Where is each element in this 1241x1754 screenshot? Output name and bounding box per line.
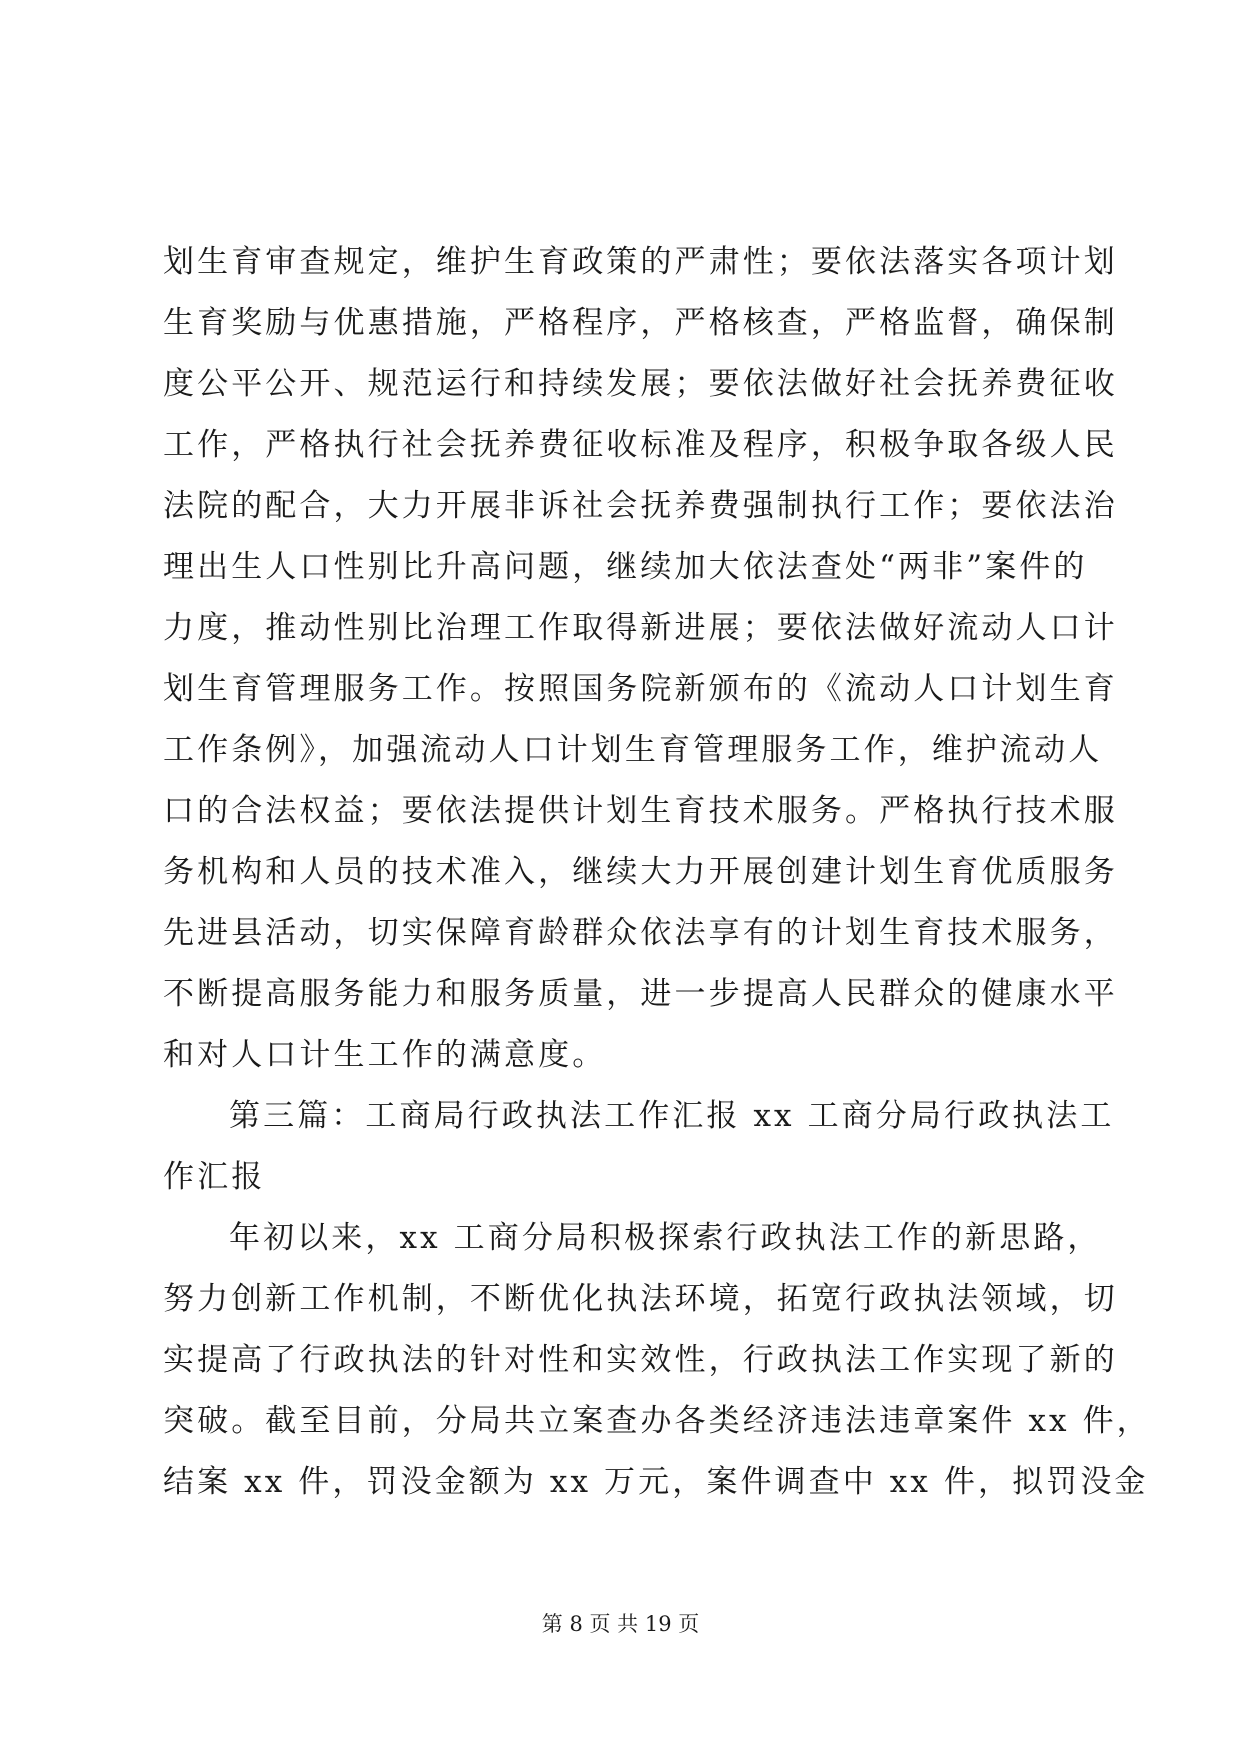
- body-text-line: 划生育管理服务工作。按照国务院新颁布的《流动人口计划生育: [163, 671, 1118, 707]
- page-number-footer: 第 8 页 共 19 页: [541, 1612, 700, 1636]
- body-text-line: 理出生人口性别比升高问题，继续加大依法查处“两非”案件的: [163, 549, 1088, 585]
- body-text-line: 突破。截至目前，分局共立案查办各类经济违法违章案件 xx 件，: [163, 1403, 1151, 1439]
- body-text-line: 口的合法权益；要依法提供计划生育技术服务。严格执行技术服: [163, 793, 1118, 829]
- body-text-line: 结案 xx 件，罚没金额为 xx 万元，案件调查中 xx 件，拟罚没金: [163, 1464, 1149, 1500]
- body-text-line: 工作条例》，加强流动人口计划生育管理服务工作，维护流动人: [163, 732, 1103, 768]
- body-text-line: 先进县活动，切实保障育龄群众依法享有的计划生育技术服务，: [163, 915, 1118, 951]
- section-heading-line: 作汇报: [163, 1159, 266, 1195]
- body-text-line: 实提高了行政执法的针对性和实效性，行政执法工作实现了新的: [163, 1342, 1118, 1378]
- body-text-line: 年初以来，xx 工商分局积极探索行政执法工作的新思路，: [229, 1220, 1102, 1256]
- body-text-line: 务机构和人员的技术准入，继续大力开展创建计划生育优质服务: [163, 854, 1118, 890]
- body-text-line: 工作，严格执行社会抚养费征收标准及程序，积极争取各级人民: [163, 427, 1118, 463]
- body-text-line: 划生育审查规定，维护生育政策的严肃性；要依法落实各项计划: [163, 244, 1118, 280]
- body-text-line: 不断提高服务能力和服务质量，进一步提高人民群众的健康水平: [163, 976, 1118, 1012]
- body-text-line: 努力创新工作机制，不断优化执法环境，拓宽行政执法领域，切: [163, 1281, 1118, 1317]
- body-text-line: 力度，推动性别比治理工作取得新进展；要依法做好流动人口计: [163, 610, 1118, 646]
- section-heading-line: 第三篇：工商局行政执法工作汇报 xx 工商分局行政执法工: [229, 1098, 1115, 1134]
- body-text-line: 法院的配合，大力开展非诉社会抚养费强制执行工作；要依法治: [163, 488, 1118, 524]
- body-text-line: 度公平公开、规范运行和持续发展；要依法做好社会抚养费征收: [163, 366, 1118, 402]
- body-text-line: 和对人口计生工作的满意度。: [163, 1037, 607, 1073]
- body-text-line: 生育奖励与优惠措施，严格程序，严格核查，严格监督，确保制: [163, 305, 1118, 341]
- document-body: [163, 232, 1151, 1513]
